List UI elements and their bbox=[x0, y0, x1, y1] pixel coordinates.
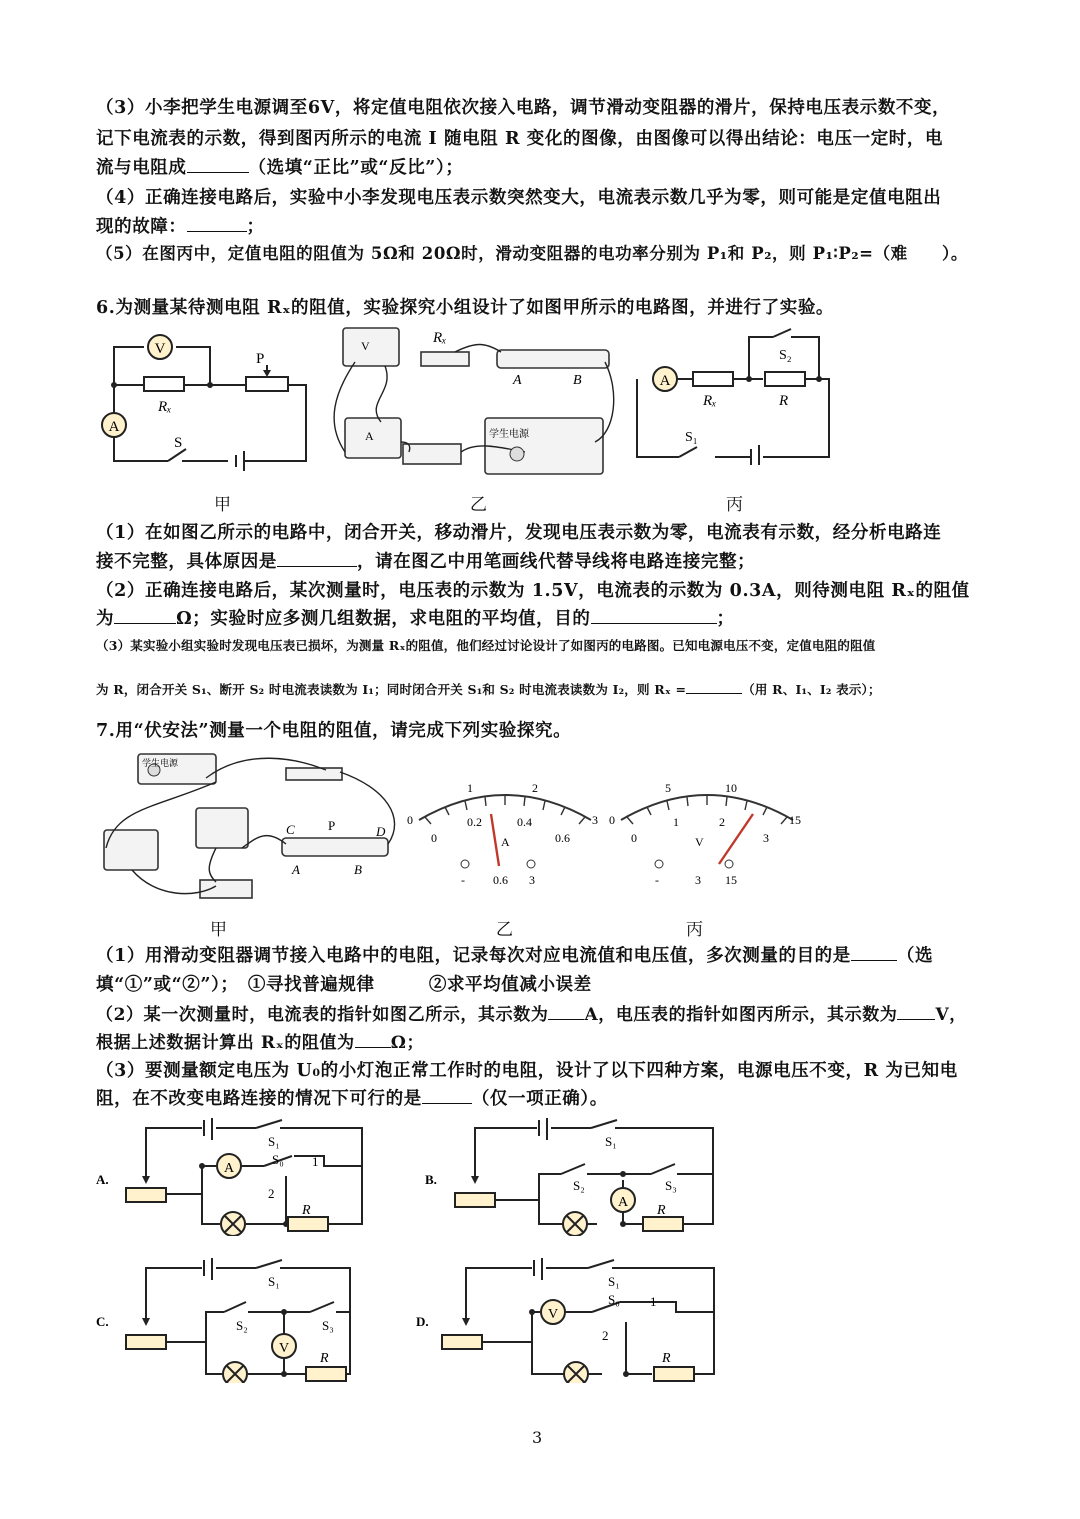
q7-p2-text-c: V， bbox=[935, 1005, 967, 1025]
q7-V-term-minus: - bbox=[655, 873, 659, 887]
q7-caption-yi: 乙 bbox=[496, 920, 513, 940]
q7-V-term-3: 3 bbox=[695, 873, 701, 887]
option-a-s1: S₁ bbox=[268, 1134, 280, 1149]
q7-A-outer-0: 0 bbox=[407, 813, 413, 827]
q6-circuit-bing bbox=[633, 325, 838, 465]
q7-p2-text-a: （2）某一次测量时，电流表的指针如图乙所示，其示数为 bbox=[96, 1005, 549, 1025]
q5-p3-line2: 记下电流表的示数，得到图丙所示的电流 I 随电阻 R 变化的图像，由图像可以得出结论：电压一定时，电 bbox=[96, 129, 944, 149]
q7-apparatus-jia bbox=[96, 748, 406, 906]
q7-p3-line1: （3）要测量额定电压为 U₀的小灯泡正常工作时的电阻，设计了以下四种方案，电源电压不变，R 为已知电 bbox=[96, 1061, 958, 1081]
q6-yi-A-label: A bbox=[513, 373, 522, 388]
q6-yi-ammeter-label: A bbox=[365, 429, 374, 443]
q6-p1-line1: （1）在如图乙所示的电路中，闭合开关，移动滑片，发现电压表示数为零，电流表有示数，经分析电路连 bbox=[96, 523, 942, 543]
q7-A-unit: A bbox=[501, 835, 510, 849]
q5-p3-text-a: 流与电阻成 bbox=[96, 158, 187, 178]
q7-V-inner-0: 0 bbox=[631, 831, 637, 845]
q6-p3-line1: （3）某实验小组实验时发现电压表已损坏，为测量 Rₓ的阻值，他们经过讨论设计了如图丙的电路图。已知电源电压不变，定值电阻的阻值 bbox=[96, 638, 876, 653]
q6-jia-P-label: P bbox=[256, 351, 265, 367]
q7-V-outer-15: 15 bbox=[789, 813, 801, 827]
q5-p4-text-b: ； bbox=[246, 217, 265, 237]
q7-V-unit: V bbox=[695, 835, 704, 849]
q6-caption-jia: 甲 bbox=[214, 495, 231, 515]
option-b-s3: S₃ bbox=[665, 1178, 677, 1193]
q7-option-b bbox=[425, 1118, 725, 1236]
option-c-s2: S₂ bbox=[236, 1318, 248, 1333]
q5-p3-blank[interactable] bbox=[187, 157, 249, 173]
q6-bing-A-label: A bbox=[659, 373, 671, 389]
q5-p3-line1: （3）小李把学生电源调至6V，将定值电阻依次接入电路，调节滑动变阻器的滑片，保持电压表示数不变， bbox=[96, 98, 951, 118]
option-d-R: R bbox=[662, 1351, 671, 1366]
q7-p2-line2 bbox=[96, 1028, 986, 1053]
q6-p1-text-b: ，请在图乙中用笔画线代替导线将电路连接完整； bbox=[357, 552, 756, 572]
option-a-letter: A. bbox=[96, 1172, 109, 1187]
q7-V-outer-2: 2 bbox=[719, 815, 725, 829]
q7-p3-text-a: 阻，在不改变电路连接的情况下可行的是 bbox=[96, 1089, 422, 1109]
q6-p2-line2 bbox=[96, 605, 986, 630]
q7-p1-text-b: （选 bbox=[896, 946, 934, 966]
option-d-s1: S₁ bbox=[608, 1274, 620, 1289]
q5-p3-text-b: （选填“正比”或“反比”）； bbox=[248, 158, 464, 178]
q7-option-a bbox=[96, 1118, 386, 1236]
q7-A-top-1: 1 bbox=[467, 781, 473, 795]
q7-jia-A-label: A bbox=[292, 862, 300, 877]
q7-V-term-15: 15 bbox=[725, 873, 737, 887]
q6-circuit-jia bbox=[96, 325, 316, 475]
option-a-R: R bbox=[302, 1203, 311, 1218]
q6-p3-text-a: 为 R，闭合开关 S₁、断开 S₂ 时电流表读数为 I₁；同时闭合开关 S₁和 S₂ 时电流表读数为 I₂，则 Rₓ = bbox=[96, 682, 687, 697]
q5-p4-line2 bbox=[96, 213, 986, 238]
q6-p3-text-b: （用 R、I₁、I₂ 表示）； bbox=[742, 682, 881, 697]
q6-bing-Rx-label: Rₓ bbox=[703, 393, 717, 409]
option-b-s1: S₁ bbox=[605, 1134, 617, 1149]
q6-p2-blank2[interactable] bbox=[591, 608, 717, 624]
q7-option-d bbox=[416, 1258, 726, 1383]
q7-p2-text-d: 根据上述数据计算出 Rₓ的阻值为 bbox=[96, 1033, 355, 1053]
q7-jia-C-label: C bbox=[286, 822, 295, 837]
q7-A-inner-06: 0.6 bbox=[555, 831, 570, 845]
q7-V-outer-0: 0 bbox=[609, 813, 615, 827]
option-b-meter: A bbox=[617, 1195, 629, 1210]
q6-p1-line2 bbox=[96, 548, 986, 573]
q7-p1-line2: 填“①”或“②”）； ①寻找普遍规律 ②求平均值减小误差 bbox=[96, 975, 592, 995]
q7-A-top-2: 2 bbox=[532, 781, 538, 795]
q6-caption-bing: 丙 bbox=[726, 495, 743, 515]
q7-A-inner-0: 0 bbox=[431, 831, 437, 845]
q6-p3-line2 bbox=[96, 678, 986, 698]
q6-p1-text-a: 接不完整，具体原因是 bbox=[96, 552, 277, 572]
option-c-s1: S₁ bbox=[268, 1274, 280, 1289]
q6-bing-S2-label: S₂ bbox=[779, 348, 792, 363]
q6-yi-voltmeter-label: V bbox=[361, 339, 370, 353]
q5-p3-line3 bbox=[96, 154, 986, 179]
q7-A-term-minus: - bbox=[461, 873, 465, 887]
q7-V-top-5: 5 bbox=[665, 781, 671, 795]
page-number: 3 bbox=[532, 1428, 543, 1447]
q6-caption-yi: 乙 bbox=[470, 495, 487, 515]
q6-p2-text-a: 为 bbox=[96, 609, 115, 629]
option-d-s0: S₀ bbox=[608, 1292, 620, 1307]
q7-option-c bbox=[96, 1258, 396, 1383]
q6-yi-B-label: B bbox=[573, 373, 582, 388]
q7-p1-text-a: （1）用滑动变阻器调节接入电路中的电阻，记录每次对应电流值和电压值，多次测量的目的是 bbox=[96, 946, 851, 966]
q7-V-top-10: 10 bbox=[725, 781, 737, 795]
option-d-mark2: 2 bbox=[602, 1328, 609, 1343]
q7-A-term-3: 3 bbox=[529, 873, 535, 887]
q7-p2-line1 bbox=[96, 1000, 986, 1025]
q6-jia-S-label: S bbox=[174, 435, 183, 451]
q7-V-outer-1: 1 bbox=[673, 815, 679, 829]
q6-yi-power-label: 学生电源 bbox=[489, 429, 529, 440]
q7-p2-blank1[interactable] bbox=[548, 1004, 584, 1020]
q7-V-inner-3: 3 bbox=[763, 831, 769, 845]
q5-p4-line1: （4）正确连接电路后，实验中小李发现电压表示数突然变大，电流表示数几乎为零，则可能是定值电阻出 bbox=[96, 188, 942, 208]
option-c-letter: C. bbox=[96, 1314, 109, 1329]
q5-p5-line: （5）在图丙中，定值电阻的阻值为 5Ω和 20Ω时，滑动变阻器的电功率分别为 P₁和 P₂，则 P₁∶P₂=（难 ）。 bbox=[96, 244, 968, 263]
option-a-mark1: 1 bbox=[312, 1154, 319, 1169]
q6-title: 6.为测量某待测电阻 Rₓ的阻值，实验探究小组设计了如图甲所示的电路图，并进行了实验。 bbox=[96, 298, 835, 318]
q7-jia-B-label: B bbox=[354, 862, 362, 877]
q6-yi-Rx-label: Rₓ bbox=[433, 330, 447, 346]
q6-p2-blank1[interactable] bbox=[114, 608, 176, 624]
q6-bing-R-label: R bbox=[779, 393, 789, 409]
q7-caption-bing: 丙 bbox=[686, 920, 703, 940]
option-a-mark2: 2 bbox=[268, 1186, 275, 1201]
q7-A-outer-04: 0.4 bbox=[517, 815, 532, 829]
q7-p1-line1 bbox=[96, 942, 986, 967]
q7-ammeter-yi bbox=[405, 780, 605, 890]
q6-p2-text-c: ； bbox=[716, 609, 735, 629]
q7-jia-P-label: P bbox=[328, 818, 336, 833]
q6-bing-S1-label: S₁ bbox=[685, 430, 698, 445]
q7-voltmeter-bing bbox=[607, 780, 807, 890]
q7-p3-text-b: （仅一项正确）。 bbox=[471, 1089, 608, 1109]
option-d-mark1: 1 bbox=[650, 1294, 657, 1309]
q6-p3-blank[interactable] bbox=[686, 678, 742, 694]
q7-jia-power-label: 学生电源 bbox=[142, 758, 179, 768]
q7-p2-text-b: A，电压表的指针如图丙所示，其示数为 bbox=[584, 1005, 898, 1025]
option-b-R: R bbox=[657, 1203, 666, 1218]
q5-p4-blank[interactable] bbox=[187, 216, 247, 232]
q7-p3-line2 bbox=[96, 1085, 986, 1110]
q7-title: 7.用“伏安法”测量一个电阻的阻值，请完成下列实验探究。 bbox=[96, 721, 572, 741]
q6-jia-V-label: V bbox=[154, 341, 166, 357]
option-c-meter: V bbox=[278, 1341, 290, 1356]
option-a-s0: S₀ bbox=[272, 1152, 284, 1167]
q6-p1-blank[interactable] bbox=[277, 551, 357, 567]
q5-p4-text-a: 现的故障： bbox=[96, 217, 187, 237]
option-b-s2: S₂ bbox=[573, 1178, 585, 1193]
q6-jia-A-label: A bbox=[108, 419, 120, 435]
q6-p2-line1: （2）正确连接电路后，某次测量时，电压表的示数为 1.5V，电流表的示数为 0.3A，则待测电阻 Rₓ的阻值 bbox=[96, 581, 970, 601]
option-d-letter: D. bbox=[416, 1314, 429, 1329]
option-b-letter: B. bbox=[425, 1172, 437, 1187]
q7-caption-jia: 甲 bbox=[210, 920, 227, 940]
q7-p2-text-e: Ω； bbox=[390, 1033, 425, 1053]
option-a-meter: A bbox=[223, 1161, 235, 1176]
option-c-R: R bbox=[320, 1351, 329, 1366]
q7-p2-blank2[interactable] bbox=[897, 1004, 935, 1020]
q6-p2-text-b: Ω；实验时应多测几组数据，求电阻的平均值，目的 bbox=[176, 609, 591, 629]
q7-jia-D-label: D bbox=[376, 824, 386, 839]
option-c-s3: S₃ bbox=[322, 1318, 334, 1333]
q7-A-term-06: 0.6 bbox=[493, 873, 508, 887]
option-d-meter: V bbox=[547, 1307, 559, 1322]
q7-A-outer-02: 0.2 bbox=[467, 815, 482, 829]
q6-apparatus-yi bbox=[325, 322, 615, 480]
q6-jia-Rx-label: Rₓ bbox=[158, 399, 172, 415]
q7-p1-blank[interactable] bbox=[851, 945, 897, 961]
q7-A-outer-3: 3 bbox=[592, 813, 598, 827]
q7-p2-blank3[interactable] bbox=[355, 1032, 391, 1048]
q7-p3-blank[interactable] bbox=[422, 1088, 472, 1104]
